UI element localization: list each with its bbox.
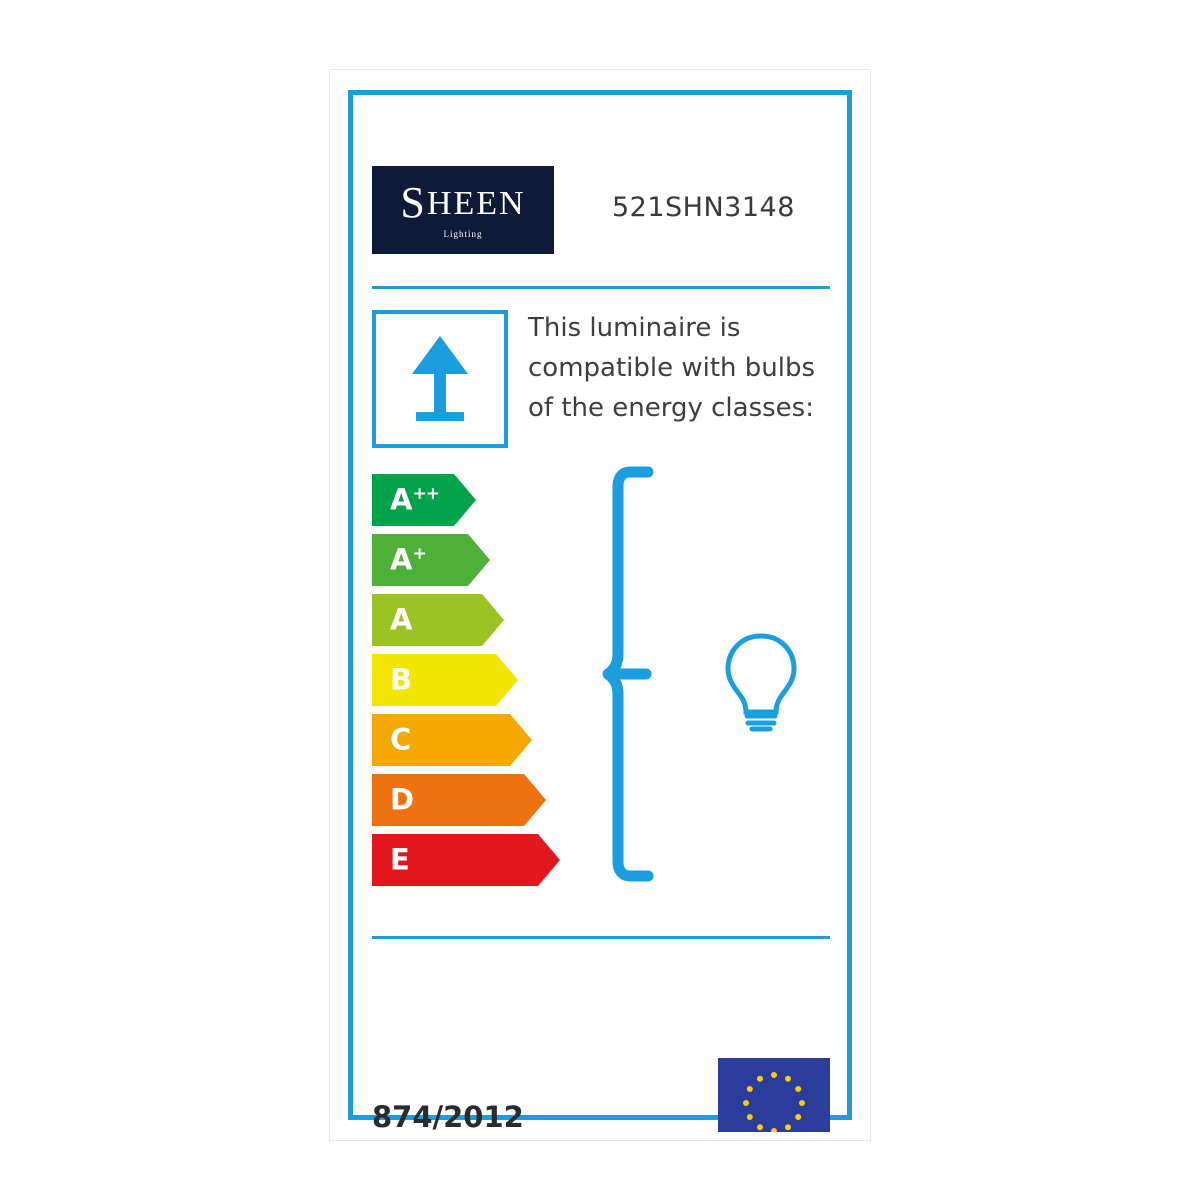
curly-brace-icon: [600, 466, 696, 891]
compatibility-text: This luminaire is compatible with bulbs of the energy classes:: [528, 313, 816, 423]
energy-class-label: A+: [390, 542, 426, 577]
energy-class-list: [372, 474, 622, 894]
energy-class-label: C: [390, 722, 412, 757]
energy-class-row: [372, 714, 622, 766]
eu-flag-icon: [718, 1058, 830, 1132]
label-header: [372, 166, 832, 266]
divider-top: [372, 286, 830, 289]
energy-class-label: E: [390, 842, 410, 877]
energy-class-row: [372, 774, 622, 826]
product-code: 521SHN3148: [612, 192, 795, 223]
energy-class-label: B: [390, 662, 413, 697]
energy-class-row: [372, 534, 622, 586]
energy-label-card: [330, 70, 870, 1140]
energy-class-row: [372, 594, 622, 646]
brand-rest: HEEN: [426, 185, 526, 222]
lamp-icon-box: [372, 310, 508, 448]
brand-initial: S: [400, 178, 427, 227]
energy-class-row: [372, 654, 622, 706]
energy-class-row: [372, 834, 622, 886]
energy-class-label: A: [390, 602, 413, 637]
regulation-number: 874/2012: [372, 1100, 524, 1134]
energy-class-label: A++: [390, 482, 439, 517]
divider-bottom: [372, 936, 830, 939]
light-bulb-icon: [718, 630, 804, 739]
brand-name: [400, 178, 526, 227]
brand-logo: [372, 166, 554, 254]
brand-tagline: Lighting: [443, 229, 483, 239]
energy-class-label: D: [390, 782, 415, 817]
energy-class-row: [372, 474, 622, 526]
